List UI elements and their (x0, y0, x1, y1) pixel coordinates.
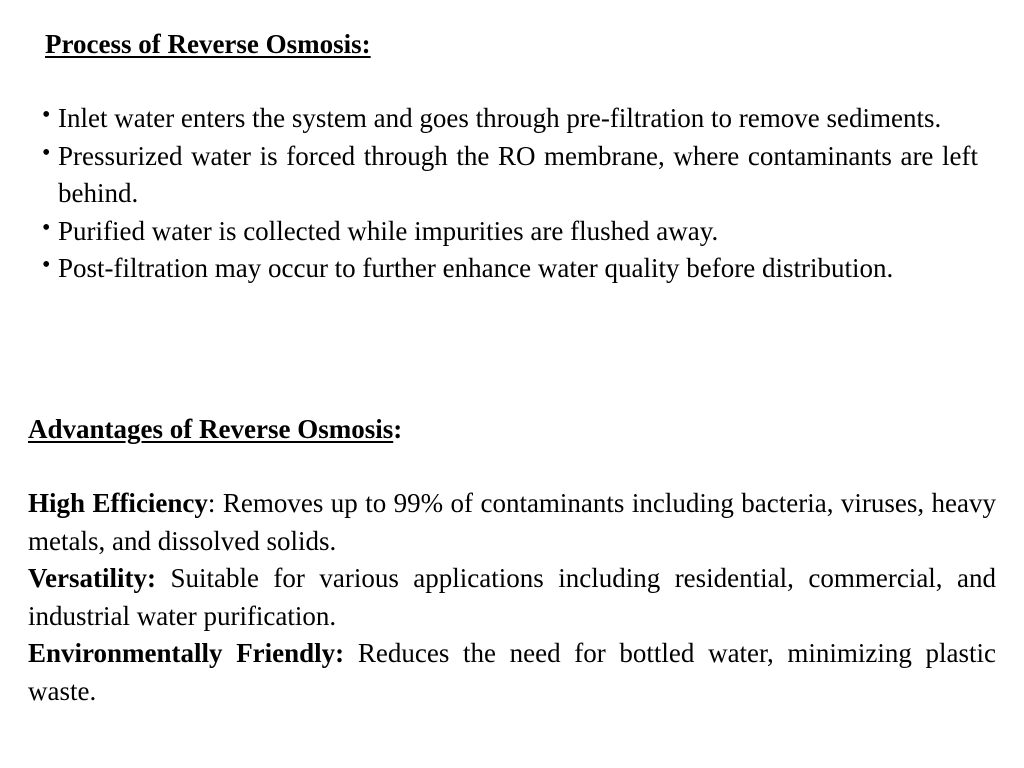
process-heading-text: Process of Reverse Osmosis: (45, 29, 371, 59)
bullet-icon: • (42, 102, 51, 128)
advantage-text: Reduces the need for bottled water, minimizing plastic waste. (28, 638, 996, 706)
advantage-text: Removes up to 99% of contaminants including bacteria, viruses, heavy metals, and dissolved solids. (28, 488, 997, 556)
bullet-icon: • (42, 139, 51, 166)
process-list (42, 100, 978, 288)
list-item (42, 100, 978, 138)
list-item (42, 250, 978, 288)
list-item-text: Post-filtration may occur to further enhance water quality before distribution. (58, 253, 894, 283)
advantages-heading (28, 413, 402, 445)
advantage-separator: : (207, 488, 216, 518)
advantage-term: Environmentally Friendly: (28, 638, 345, 668)
advantages-list (28, 485, 996, 710)
advantage-term: High Efficiency (28, 488, 208, 518)
advantages-heading-colon: : (393, 414, 403, 444)
advantage-item (28, 635, 996, 710)
advantage-item (28, 560, 996, 635)
bullet-icon: • (42, 252, 51, 278)
advantage-item (28, 485, 996, 560)
process-heading (45, 28, 371, 60)
advantage-text: Suitable for various applications including residential, commercial, and industrial water purification. (28, 563, 996, 631)
bullet-icon: • (42, 214, 51, 241)
advantages-heading-text: Advantages of Reverse Osmosis (28, 414, 394, 444)
list-item-text: Purified water is collected while impurities are flushed away. (58, 215, 719, 246)
advantage-term: Versatility: (28, 563, 156, 593)
list-item (42, 138, 978, 213)
list-item (42, 213, 978, 251)
list-item-text: Inlet water enters the system and goes through pre-filtration to remove sediments. (58, 103, 942, 133)
list-item-text: Pressurized water is forced through the RO membrane, where contaminants are left behind. (58, 140, 978, 208)
